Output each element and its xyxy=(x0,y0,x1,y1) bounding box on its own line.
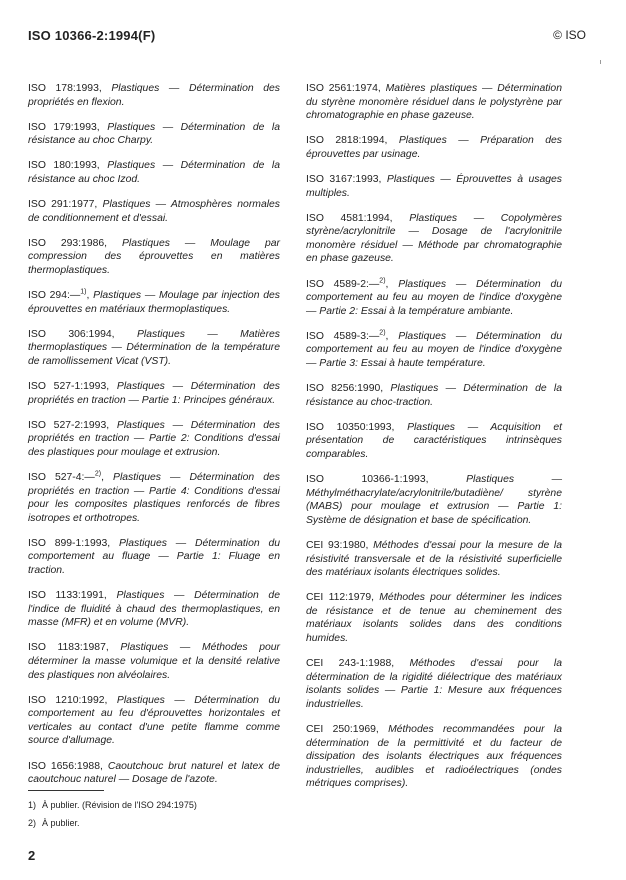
reference-title: Plastiques — Préparation des éprouvettes par usinage. xyxy=(306,135,562,160)
reference-entry xyxy=(306,212,562,266)
reference-code: ISO 3167:1993, xyxy=(306,173,382,185)
reference-title: Plastiques — Détermination des propriétés en traction — Partie 2: Conditions d'essai des plastiques pour moulage et extrusion. xyxy=(28,419,280,458)
reference-code: ISO 293:1986, xyxy=(28,237,108,249)
reference-title: Plastiques — Détermination de la résistance au choc Izod. xyxy=(28,160,281,185)
footnote-marker: 2) xyxy=(379,277,386,285)
reference-code: ISO 1656:1988, xyxy=(28,760,103,772)
reference-entry xyxy=(28,121,280,148)
reference-code: ISO 306:1994, xyxy=(28,328,115,340)
reference-title: Plastiques — Éprouvettes à usages multiples. xyxy=(306,173,562,199)
footnote-rule xyxy=(28,790,104,791)
reference-entry xyxy=(306,330,562,371)
reference-title: Plastiques — Détermination des propriétés en flexion. xyxy=(28,83,280,108)
reference-title: Plastiques — Acquisition et présentation de caractéristiques intrinsèques comparables. xyxy=(306,421,562,460)
reference-entry xyxy=(28,237,280,278)
reference-code: ISO 4589-2:— xyxy=(306,278,380,290)
footnote-marker: 2) xyxy=(379,329,386,337)
reference-entry xyxy=(28,589,280,630)
reference-code: ISO 899-1:1993, xyxy=(28,537,111,549)
reference-title: Plastiques — Détermination des propriétés en traction — Partie 1: Principes généraux. xyxy=(28,381,280,406)
reference-title: Plastiques — Détermination de la résistance au choc Charpy. xyxy=(28,121,281,147)
reference-title: Plastiques — Moulage par compression des éprouvettes en matières thermoplastiques. xyxy=(28,237,280,276)
reference-code: CEI 112:1979, xyxy=(306,592,375,604)
reference-code: ISO 8256:1990, xyxy=(306,383,384,395)
reference-code: ISO 1133:1991, xyxy=(28,590,107,602)
reference-title: Méthodes pour déterminer les indices de résistance et de tenue au cheminement des matériaux isolants solides dans des conditions humides. xyxy=(306,592,562,644)
reference-code: ISO 2818:1994, xyxy=(306,135,388,147)
reference-code: ISO 2561:1974, xyxy=(306,83,381,94)
reference-code: ISO 180:1993, xyxy=(28,160,100,172)
footnote: 1) À publier. (Révision de l'ISO 294:1975) xyxy=(28,800,197,810)
reference-title: Plastiques — Détermination du comportement au feu au moyen de l'indice d'oxygène — Partie 3: Essai à haute température. xyxy=(306,330,563,369)
reference-entry xyxy=(28,82,280,109)
reference-entry xyxy=(28,159,280,186)
reference-title: Matières plastiques — Détermination du styrène monomère résiduel dans le polystyrène par chromatographie en phase gazeuse. xyxy=(306,83,562,122)
reference-title: Méthodes d'essai pour la détermination de la rigidité diélectrique des matériaux isolants solides — Partie 1: Mesure aux fréquences industrielles. xyxy=(306,658,562,710)
reference-code: ISO 178:1993, xyxy=(28,83,102,94)
reference-title: Plastiques — Détermination des propriétés en traction — Partie 4: Conditions d'essai pour les composites plastiques renforcés de fibres isotropes et orthotropes. xyxy=(28,471,281,524)
reference-entry xyxy=(306,278,562,319)
reference-entry xyxy=(306,173,562,200)
reference-code: ISO 294:— xyxy=(28,290,81,302)
footnote-marker: 2) xyxy=(94,470,102,478)
reference-entry xyxy=(306,382,562,409)
reference-entry xyxy=(306,421,562,462)
reference-code: ISO 291:1977, xyxy=(28,199,98,211)
reference-title: Plastiques — Détermination du comportement au fluage — Partie 1: Fluage en traction. xyxy=(28,537,280,577)
reference-title: Méthodes d'essai pour la mesure de la résistivité transversale et de la résistivité superficielle des matériaux isolants électriques solides. xyxy=(306,539,563,579)
reference-entry xyxy=(28,760,280,787)
document-id: ISO 10366-2:1994(F) xyxy=(28,28,156,43)
reference-title: Plastiques — Détermination du comportement au feu d'éprouvettes horizontales et verticales au contact d'une petite flamme comme source d'allumage. xyxy=(28,694,281,747)
reference-entry xyxy=(306,82,562,123)
reference-title: Plastiques — Détermination du comportement au feu au moyen de l'indice d'oxygène — Partie 2: Essai à la température ambiante. xyxy=(306,278,563,317)
footnote: 2) À publier. xyxy=(28,818,80,828)
reference-entry xyxy=(28,537,280,578)
footnote-marker: 1) xyxy=(80,288,87,296)
reference-code: ISO 1210:1992, xyxy=(28,694,108,706)
reference-entry xyxy=(306,539,562,580)
reference-entry xyxy=(28,641,280,682)
reference-entry xyxy=(28,471,280,525)
copyright-mark: © ISO xyxy=(553,28,586,42)
reference-entry xyxy=(28,198,280,225)
reference-code: CEI 250:1969, xyxy=(306,723,379,735)
reference-entry xyxy=(306,591,562,645)
reference-code-suffix: , xyxy=(385,330,389,342)
reference-title: Plastiques — Méthylméthacrylate/acrylonitrile/butadiène/ styrène (MABS) pour moulage et extrusion — Partie 1: Système de désignation et base de spécification. xyxy=(306,474,563,526)
reference-code: ISO 179:1993, xyxy=(28,121,100,133)
reference-entry xyxy=(28,328,280,369)
right-reference-column xyxy=(306,82,562,802)
reference-code: ISO 527-1:1993, xyxy=(28,381,110,392)
reference-title: Plastiques — Détermination de l'indice de fluidité à chaud des thermoplastiques, en masse (MFR) et en volume (MVR). xyxy=(28,590,280,629)
reference-code-suffix: , xyxy=(385,278,389,290)
page-header xyxy=(28,28,586,48)
reference-title: Plastiques — Copolymères styrène/acrylonitrile — Dosage de l'acrylonitrile monomère résiduel — Méthode par chromatographie en phase gazeuse. xyxy=(306,212,562,265)
reference-title: Plastiques — Atmosphères normales de conditionnement et d'essai. xyxy=(28,199,281,224)
reference-code: ISO 1183:1987, xyxy=(28,642,109,654)
page-number: 2 xyxy=(28,848,36,863)
left-reference-column xyxy=(28,82,280,798)
reference-code: ISO 527-4:— xyxy=(28,471,95,483)
reference-title: Méthodes recommandées pour la détermination de la permittivité et du facteur de dissipation des isolants électriques aux fréquences industrielles, audibles et radioélectriques (ondes métriques comprises). xyxy=(306,723,562,790)
reference-entry xyxy=(28,694,280,748)
reference-entry xyxy=(28,380,280,407)
reference-code-suffix: , xyxy=(86,290,90,302)
reference-code-suffix: , xyxy=(101,471,104,483)
reference-entry xyxy=(28,289,280,316)
reference-title: Plastiques — Méthodes pour déterminer la masse volumique et la densité relative des plastiques non alvéolaires. xyxy=(28,642,280,681)
margin-mark xyxy=(600,60,601,64)
reference-entry xyxy=(306,473,562,527)
reference-title: Plastiques — Moulage par injection des éprouvettes en matériaux thermoplastiques. xyxy=(28,290,280,315)
reference-title: Plastiques — Matières thermoplastiques — Détermination de la température de ramollissement Vicat (VST). xyxy=(28,328,281,367)
reference-entry xyxy=(306,134,562,161)
reference-code: ISO 4581:1994, xyxy=(306,212,393,224)
reference-entry xyxy=(28,419,280,460)
reference-code: CEI 243-1:1988, xyxy=(306,658,395,670)
reference-code: CEI 93:1980, xyxy=(306,539,369,551)
reference-entry xyxy=(306,657,562,711)
reference-code: ISO 527-2:1993, xyxy=(28,419,110,431)
reference-entry xyxy=(306,723,562,791)
reference-title: Plastiques — Détermination de la résistance au choc-traction. xyxy=(306,383,562,408)
reference-code: ISO 10366-1:1993, xyxy=(306,474,429,486)
reference-code: ISO 4589-3:— xyxy=(306,330,380,342)
reference-title: Caoutchouc brut naturel et latex de caoutchouc naturel — Dosage de l'azote. xyxy=(28,760,280,786)
footnotes xyxy=(28,790,328,835)
reference-code: ISO 10350:1993, xyxy=(306,421,395,433)
